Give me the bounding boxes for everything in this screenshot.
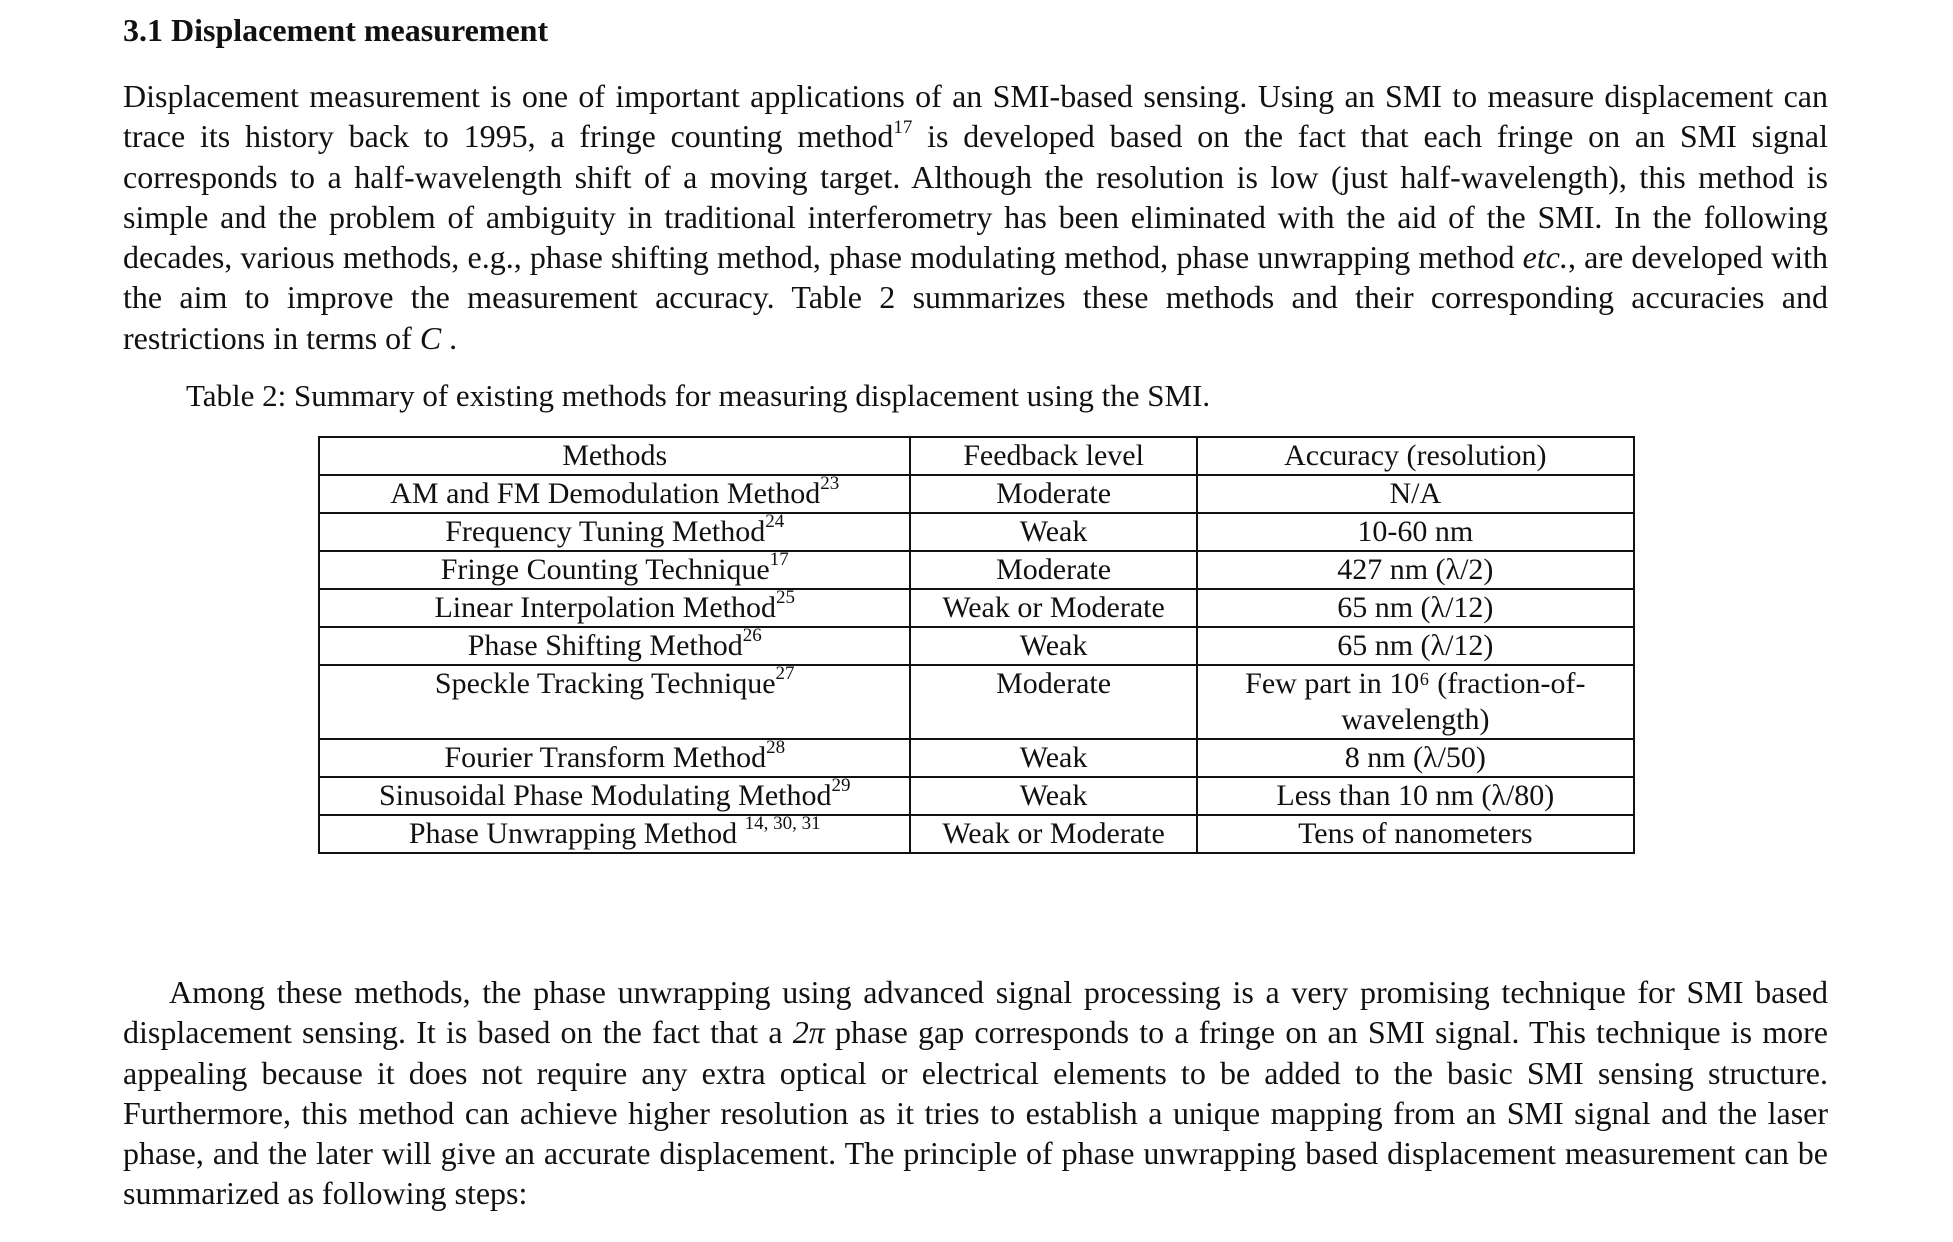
method-cell xyxy=(319,777,910,815)
method-name: Frequency Tuning Method xyxy=(445,515,766,548)
accuracy-cell: 427 nm (λ/2) xyxy=(1197,551,1634,589)
table-row xyxy=(319,589,1634,627)
method-cell xyxy=(319,627,910,665)
method-name: Phase Shifting Method xyxy=(467,629,743,662)
accuracy-cell: 8 nm (λ/50) xyxy=(1197,739,1634,777)
intro-text-4: . xyxy=(441,319,458,356)
header-accuracy: Accuracy (resolution) xyxy=(1197,437,1634,475)
citation-ref: 17 xyxy=(893,117,913,139)
accuracy-cell: Less than 10 nm (λ/80) xyxy=(1197,777,1634,815)
intro-text-1: Displacement measurement is one of important applications of an SMI-based sensing. Using an SMI to measure displacement can trace its history back to 1995, a fringe counting method xyxy=(123,78,1828,155)
accuracy-cell: Tens of nanometers xyxy=(1197,815,1634,853)
citation-ref: 29 xyxy=(831,775,851,796)
method-cell xyxy=(319,589,910,627)
discussion-paragraph xyxy=(123,972,1828,1214)
discussion-text-2: phase gap corresponds to a fringe on an SMI signal. This technique is more appealing because it does not require any extra optical or electrical elements to be added to the basic SMI sensing structure. Furthermore, this method can achieve higher resolution as it tries to establish a unique mapping from an SMI signal and the laser phase, and the later will give an accurate displacement. The principle of phase unwrapping based displacement measurement can be summarized as following steps: xyxy=(123,1014,1829,1212)
table-header-row xyxy=(319,437,1634,475)
discussion-symbol: 2π xyxy=(792,1014,825,1051)
method-name: Sinusoidal Phase Modulating Method xyxy=(378,779,832,812)
feedback-cell: Weak xyxy=(910,739,1196,777)
table-row xyxy=(319,777,1634,815)
intro-symbol: C xyxy=(419,319,442,356)
accuracy-cell: 10-60 nm xyxy=(1197,513,1634,551)
intro-text-2: is developed based on the fact that each fringe on an SMI signal corresponds to a half-wavelength shift of a moving target. Although the resolution is low (just half-wavelength), this method is simple and the problem of ambiguity in traditional interferometry has been eliminated with the aid of the SMI. In the following decades, various methods, e.g., phase shifting method, phase modulating method, phase unwrapping method xyxy=(123,118,1829,276)
method-name: Linear Interpolation Method xyxy=(434,591,777,624)
citation-ref: 28 xyxy=(766,737,786,758)
section-heading: 3.1 Displacement measurement xyxy=(123,12,549,48)
citation-ref: 27 xyxy=(775,663,795,684)
intro-paragraph xyxy=(123,76,1828,358)
feedback-cell: Moderate xyxy=(910,475,1196,513)
table-row xyxy=(319,815,1634,853)
citation-ref: 17 xyxy=(769,549,789,570)
discussion-text-1: Among these methods, the phase unwrapping using advanced signal processing is a very promising technique for SMI based displacement sensing. It is based on the fact that a xyxy=(123,974,1828,1051)
method-cell xyxy=(319,815,910,853)
method-cell xyxy=(319,513,910,551)
citation-ref: 24 xyxy=(765,511,785,532)
accuracy-cell: Few part in 10⁶ (fraction-of-wavelength) xyxy=(1197,665,1634,739)
method-name: AM and FM Demodulation Method xyxy=(390,477,821,510)
feedback-cell: Weak or Moderate xyxy=(910,815,1196,853)
accuracy-cell: 65 nm (λ/12) xyxy=(1197,589,1634,627)
intro-text-3: , are developed with the aim to improve the measurement accuracy. Table 2 summarizes these methods and their corresponding accuracies and restrictions in terms of xyxy=(123,239,1829,356)
method-cell xyxy=(319,551,910,589)
accuracy-cell: 65 nm (λ/12) xyxy=(1197,627,1634,665)
intro-italic: etc. xyxy=(1522,239,1568,276)
method-name: Fourier Transform Method xyxy=(444,741,767,774)
feedback-cell: Weak or Moderate xyxy=(910,589,1196,627)
feedback-cell: Moderate xyxy=(910,551,1196,589)
table-row xyxy=(319,665,1634,739)
method-name: Fringe Counting Technique xyxy=(440,553,770,586)
citation-ref: 23 xyxy=(820,473,840,494)
method-name: Phase Unwrapping Method xyxy=(408,817,745,850)
feedback-cell: Moderate xyxy=(910,665,1196,739)
feedback-cell: Weak xyxy=(910,627,1196,665)
feedback-cell: Weak xyxy=(910,777,1196,815)
citation-ref: 14, 30, 31 xyxy=(744,813,821,834)
table-row xyxy=(319,513,1634,551)
method-cell xyxy=(319,665,910,739)
method-name: Speckle Tracking Technique xyxy=(434,667,776,700)
header-methods: Methods xyxy=(319,437,910,475)
table-row xyxy=(319,627,1634,665)
method-cell xyxy=(319,475,910,513)
methods-table xyxy=(318,436,1635,854)
citation-ref: 26 xyxy=(742,625,762,646)
table-row xyxy=(319,475,1634,513)
citation-ref: 25 xyxy=(776,587,796,608)
table-row xyxy=(319,739,1634,777)
method-cell xyxy=(319,739,910,777)
feedback-cell: Weak xyxy=(910,513,1196,551)
table-caption: Table 2: Summary of existing methods for measuring displacement using the SMI. xyxy=(186,378,1211,413)
header-feedback: Feedback level xyxy=(910,437,1196,475)
accuracy-cell: N/A xyxy=(1197,475,1634,513)
table-row xyxy=(319,551,1634,589)
